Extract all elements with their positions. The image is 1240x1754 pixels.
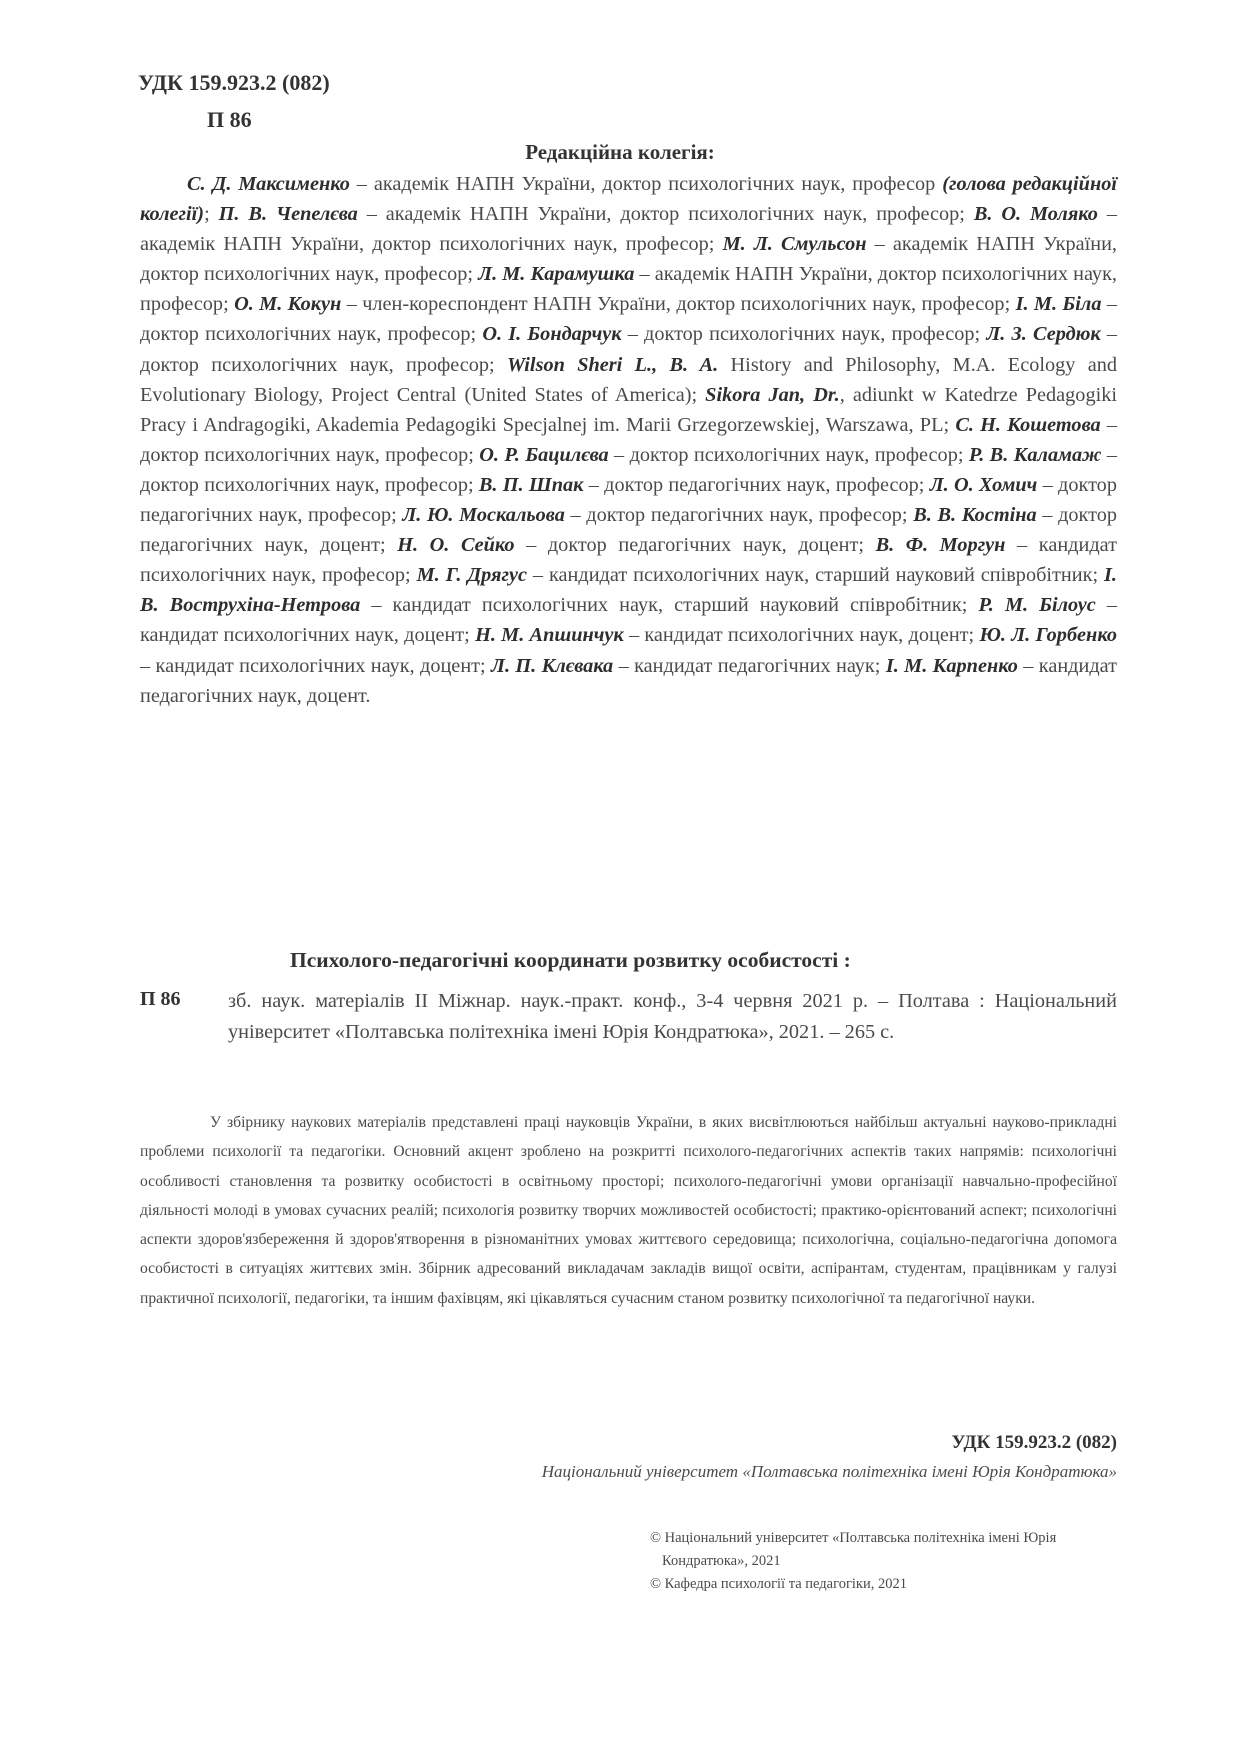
board-member-description: History and Philosophy, M.A. Ecology and Evolutionary Biology, Project Central (United States of America); (140, 353, 1117, 406)
board-member-description: – академік НАПН України, доктор психологічних наук, професор; (357, 203, 974, 226)
board-member-description: – кандидат педагогічних наук, доцент. (140, 654, 1118, 707)
board-member-name: Р. М. Білоус (978, 594, 1096, 617)
copyright-block (650, 1527, 1090, 1596)
board-member-description: – доктор педагогічних наук, доцент; (514, 534, 876, 557)
board-member-description: – кандидат психологічних наук, професор; (140, 534, 1118, 587)
board-member-name: Н. О. Сейко (397, 534, 515, 557)
board-member-description: – кандидат психологічних наук, доцент; (140, 594, 1118, 647)
board-member-description: , adiunkt w Katedrze Pedagogiki Pracy i Andragogiki, Akademia Pedagogiki Specjalnej im. Marii Grzegorzewskiej, Warszawa, PL; (140, 383, 1117, 436)
board-member-description: – доктор педагогічних наук, професор; (583, 473, 930, 496)
board-member-description: – доктор психологічних наук, професор; (140, 293, 1118, 346)
board-member-name: М. Л. Смульсон (722, 233, 867, 256)
udk-code-footer: УДК 159.923.2 (082) (951, 1432, 1117, 1453)
author-sign-code: П 86 (207, 107, 252, 132)
board-member-name: Wilson Sheri L., B. A. (507, 353, 719, 376)
board-member-description: – кандидат психологічних наук, доцент; (140, 654, 492, 677)
board-member-description: – академік НАПН України, доктор психологічних наук, професор; (140, 263, 1117, 316)
board-member-description: – член-кореспондент НАПН України, доктор психологічних наук, професор; (341, 293, 1016, 316)
board-member-name: Sikora Jan, Dr. (705, 383, 840, 406)
board-member-description: – доктор психологічних наук, професор; (140, 443, 1117, 496)
board-member-description: – доктор психологічних наук, професор; (608, 443, 969, 466)
board-member-name: Л. З. Сердюк (986, 323, 1101, 346)
copyright-line: © Національний університет «Полтавська політехніка імені Юрія Кондратюка», 2021 (650, 1530, 1057, 1569)
board-member-name: С. Д. Максименко (187, 173, 350, 195)
board-member-description: – кандидат педагогічних наук; (613, 654, 886, 677)
board-member-name: М. Г. Дрягус (416, 564, 527, 587)
board-member-name: І. М. Карпенко (885, 654, 1018, 677)
board-member-name: (голова редакційної колегії) (140, 173, 1117, 226)
editorial-board-list (140, 169, 1117, 711)
board-member-description: – кандидат психологічних наук, старший науковий співробітник; (360, 594, 979, 617)
board-member-name: В. О. Моляко (973, 203, 1098, 226)
board-member-name: В. П. Шпак (478, 473, 584, 496)
board-member-description: – академік НАПН України, доктор психологічних наук, професор; (140, 203, 1117, 256)
board-member-description: – доктор психологічних наук, професор; (140, 413, 1117, 466)
publisher: Національний університет «Полтавська політехніка імені Юрія Кондратюка» (541, 1462, 1117, 1481)
copyright-line: © Кафедра психології та педагогіки, 2021 (650, 1576, 907, 1592)
board-member-name: В. В. Костіна (913, 504, 1037, 527)
board-member-name: П. В. Чепелєва (218, 203, 358, 226)
board-member-description: – кандидат психологічних наук, старший науковий співробітник; (527, 564, 1105, 587)
board-member-name: О. Р. Бацилєва (479, 443, 609, 466)
board-member-description: – кандидат психологічних наук, доцент; (623, 624, 980, 647)
board-member-name: Р. В. Каламаж (968, 443, 1102, 466)
board-member-description: – академік НАПН України, доктор психологічних наук, професор; (140, 233, 1118, 286)
board-member-description: – доктор психологічних наук, професор; (621, 323, 987, 346)
board-member-name: В. Ф. Моргун (875, 534, 1006, 557)
board-member-name: Н. М. Апшинчук (475, 624, 624, 647)
book-code: П 86 (140, 988, 181, 1010)
board-member-description: – доктор педагогічних наук, професор; (564, 504, 914, 527)
board-member-name: Л. П. Клєвака (491, 654, 614, 677)
board-member-description: – доктор психологічних наук, професор; (140, 323, 1118, 376)
board-member-name: Л. О. Хомич (929, 473, 1038, 496)
board-member-description: – доктор педагогічних наук, професор; (140, 473, 1117, 527)
board-member-name: О. І. Бондарчук (482, 323, 622, 346)
board-member-name: І. М. Біла (1015, 293, 1102, 316)
board-member-name: С. Н. Кошетова (955, 413, 1101, 436)
annotation: У збірнику наукових матеріалів представлені праці науковців України, в яких висвітлюються найбільш актуальні науково-прикладні проблеми психології та педагогіки. Основний акцент зроблено на розкритті психолого-педагогічних аспектів таких напрямів: психологічні особливості становлення та розвитку особистості в освітньому просторі; психолого-педагогічні умови організації навчально-професійної діяльності молоді в умовах сучасних реалій; психологія розвитку творчих можливостей особистості; практико-орієнтований аспект; психологічні аспекти здоров'язбереження й здоров'ятворення в різноманітних умовах життєвого середовища; психологічна, соціально-педагогічна допомога особистості в ситуаціях життєвих змін. Збірник адресований викладачам закладів вищої освіти, аспірантам, студентам, працівникам у галузі практичної психології, педагогіки, та іншим фахівцям, які цікавляться сучасним станом розвитку психологічної та педагогічної науки. (140, 1114, 1117, 1307)
board-member-description: ; (204, 203, 219, 226)
board-member-name: Л. М. Карамушка (478, 263, 635, 286)
board-member-description: – доктор педагогічних наук, доцент; (140, 504, 1117, 557)
udk-code: УДК 159.923.2 (082) (138, 70, 330, 95)
board-member-name: Л. Ю. Москальова (402, 504, 565, 527)
board-member-name: І. В. Вострухіна-Нетрова (140, 564, 1117, 617)
board-member-name: О. М. Кокун (234, 293, 342, 316)
book-bibliographic-description: зб. наук. матеріалів ІІ Міжнар. наук.-практ. конф., 3-4 червня 2021 р. – Полтава : Національний університет «Полтавська політехніка імені Юрія Кондратюка», 2021. – 265 с. (228, 990, 1117, 1043)
board-member-name: Ю. Л. Горбенко (979, 624, 1117, 647)
book-title: Психолого-педагогічні координати розвитку особистості : (290, 948, 851, 972)
editorial-board-title: Редакційна колегія: (525, 140, 715, 164)
board-member-description: – академік НАПН України, доктор психологічних наук, професор (349, 173, 943, 195)
